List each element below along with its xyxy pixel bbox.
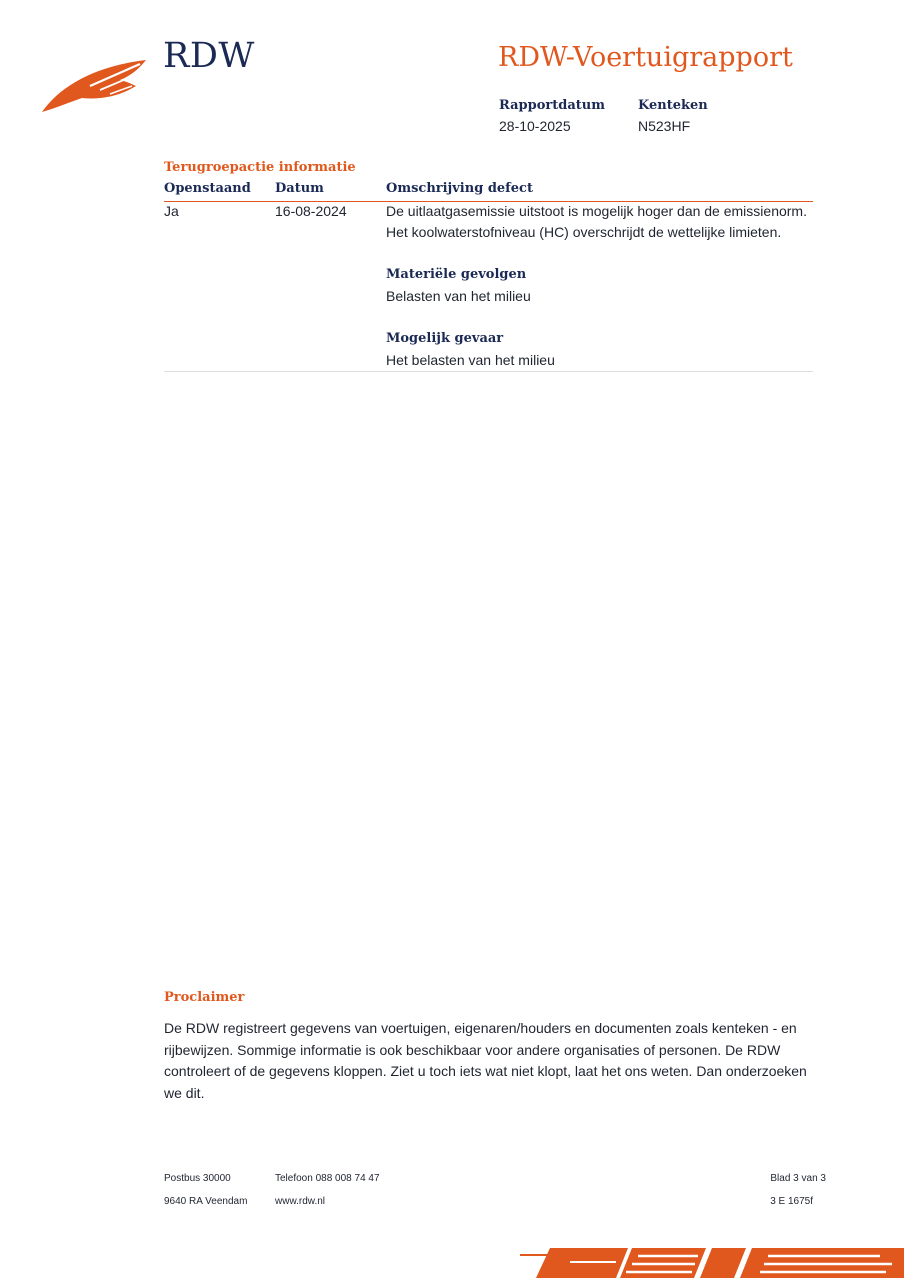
- recall-section-title: Terugroepactie informatie: [164, 160, 356, 175]
- recall-date-value: 16-08-2024: [275, 203, 347, 219]
- footer-doc-code: 3 E 1675f: [770, 1196, 813, 1207]
- rdw-logo-icon: [40, 56, 150, 116]
- column-header-open: Openstaand: [164, 181, 251, 196]
- defect-description-line-1: De uitlaatgasemissie uitstoot is mogelijk hoger dan de emissienorm.: [386, 203, 807, 219]
- plate-value: N523HF: [638, 118, 691, 134]
- material-consequences-label: Materiële gevolgen: [386, 267, 527, 282]
- possible-danger-value: Het belasten van het milieu: [386, 352, 555, 368]
- footer-postbus: Postbus 30000: [164, 1173, 231, 1184]
- table-bottom-divider: [164, 371, 813, 372]
- report-title: RDW-Voertuigrapport: [498, 42, 793, 73]
- footer-page-number: Blad 3 van 3: [770, 1173, 826, 1184]
- proclaimer-text: De RDW registreert gegevens van voertuigen, eigenaren/houders en documenten zoals kenteken - en rijbewijzen. Sommige informatie is ook beschikbaar voor andere organisaties of personen. De RDW controleert of de gegevens kloppen. Ziet u toch iets wat niet klopt, laat het ons weten. Dan onderzoeken we dit.: [164, 1020, 807, 1101]
- recall-open-value: Ja: [164, 203, 179, 219]
- column-header-date: Datum: [275, 181, 324, 196]
- plate-label: Kenteken: [638, 98, 708, 113]
- footer-website: www.rdw.nl: [275, 1196, 326, 1207]
- rdw-stripes-icon: [520, 1244, 904, 1280]
- org-name: RDW: [163, 36, 255, 76]
- material-consequences-value: Belasten van het milieu: [386, 288, 531, 304]
- report-date-label: Rapportdatum: [499, 98, 605, 113]
- column-header-defect: Omschrijving defect: [386, 181, 533, 196]
- footer-phone: Telefoon 088 008 74 47: [275, 1173, 380, 1184]
- footer-city: 9640 RA Veendam: [164, 1196, 248, 1207]
- report-date-value: 28-10-2025: [499, 118, 571, 134]
- proclaimer-title: Proclaimer: [164, 990, 245, 1005]
- defect-description-line-2: Het koolwaterstofniveau (HC) overschrijdt de wettelijke limieten.: [386, 224, 782, 240]
- possible-danger-label: Mogelijk gevaar: [386, 331, 504, 346]
